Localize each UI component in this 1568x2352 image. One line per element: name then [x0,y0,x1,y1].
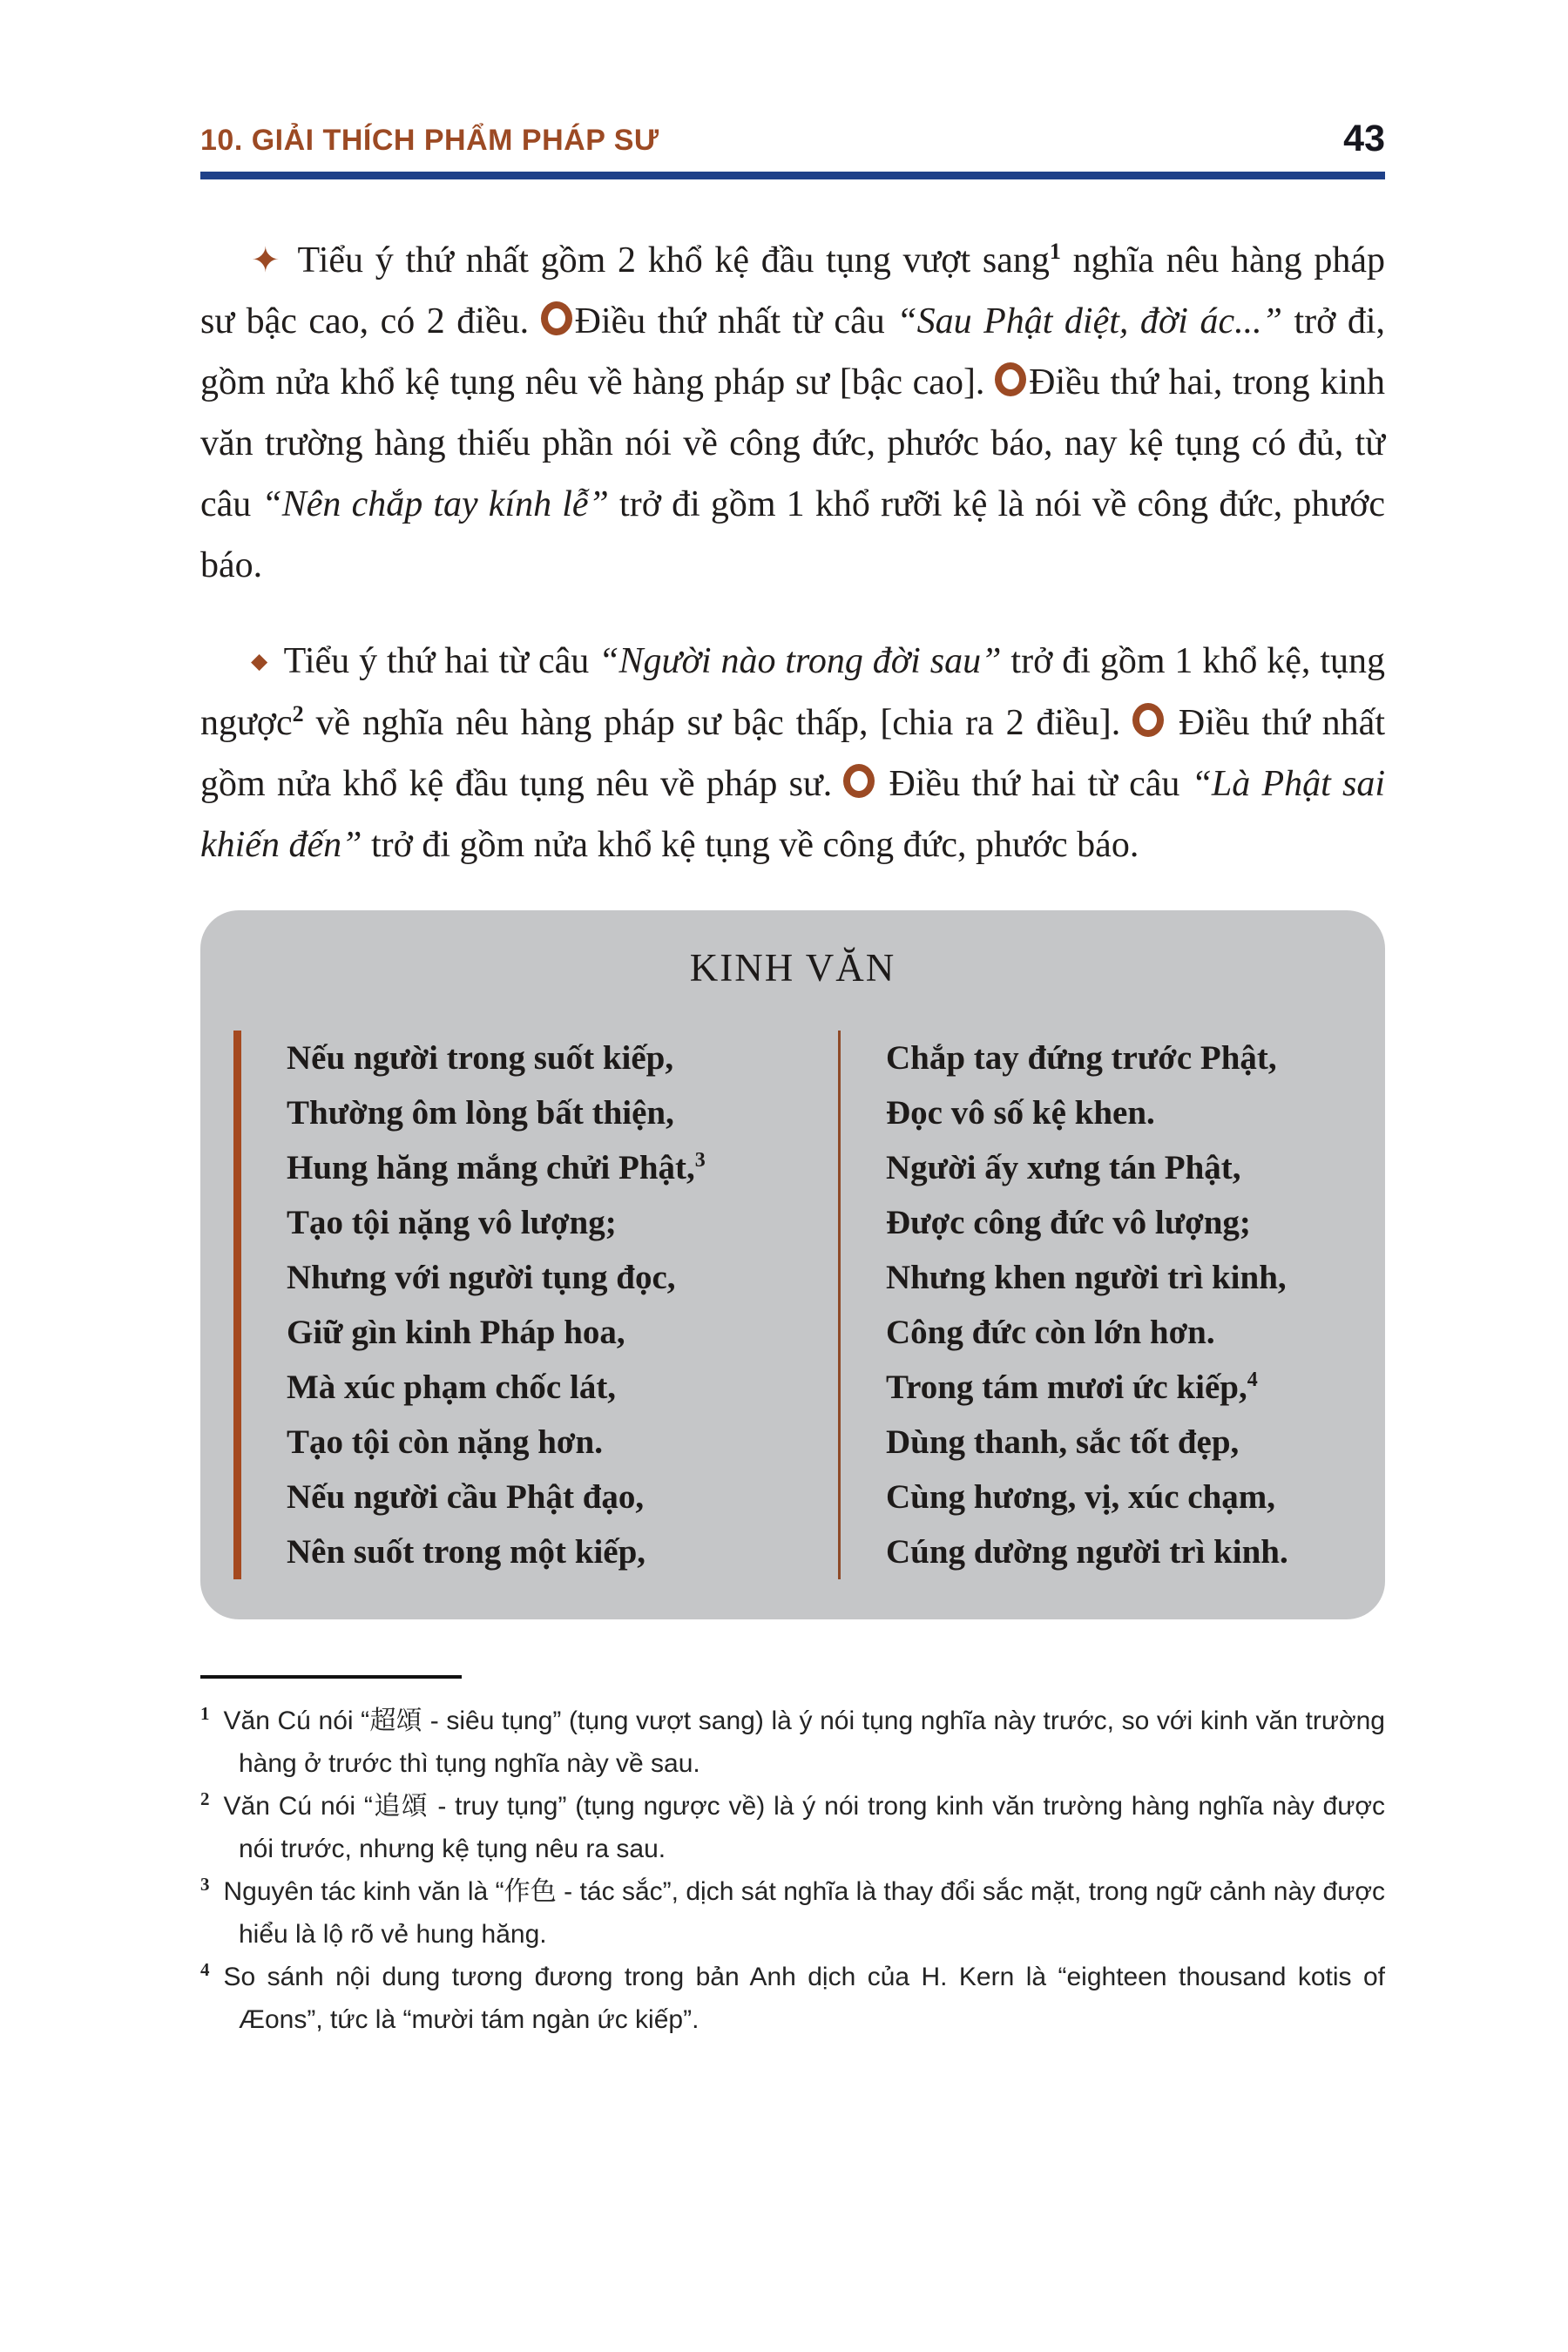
verse-columns [200,1031,1385,1579]
footnote-ref: 2 [292,701,304,727]
footnote-ref: 4 [1247,1369,1258,1391]
text-run: Điều thứ hai, trong kinh văn trường hàng thiếu phần nói về công đức, phước báo, nay kệ tụng có đủ, từ câu [200,362,1385,524]
verse-line [886,1195,1352,1250]
body-paragraphs [200,230,1385,875]
footnote-text: Văn Cú nói “追頌 - truy tụng” (tụng ngược về) là ý nói trong kinh văn trường hàng nghĩa này được nói trước, nhưng kệ tụng nêu ra sau. [223,1792,1385,1863]
verse-line [886,1140,1352,1195]
verse-line [287,1524,838,1579]
star-bullet-icon: ✦ [251,240,280,280]
text-run: Điều thứ nhất gồm nửa khổ kệ đầu tụng nêu về pháp sư. [200,703,1385,804]
verse-line [886,1085,1352,1140]
footnote-text: So sánh nội dung tương đương trong bản Anh dịch của H. Kern là “eighteen thousand kotis of Æons”, tức là “mười tám ngàn ức kiếp”. [223,1963,1385,2034]
verse-text: Chắp tay đứng trước Phật, [886,1039,1277,1077]
verse-line [886,1305,1352,1360]
verse-line [886,1031,1352,1085]
verse-text: Nhưng khen người trì kinh, [886,1259,1287,1296]
footnote [200,1956,1385,2041]
text-run: trở đi, gồm nửa khổ kệ tụng nêu về hàng pháp sư [bậc cao]. [200,301,1385,402]
footnote-number: 4 [200,1959,210,1980]
verse-line [287,1250,838,1305]
footnote [200,1700,1385,1785]
circle-bullet-icon [1132,703,1164,737]
verse-text: Cùng hương, vị, xúc chạm, [886,1478,1275,1516]
verse-text: Nếu người trong suốt kiếp, [287,1039,674,1077]
verse-line [287,1140,838,1195]
header-rule [200,172,1385,179]
verse-text: Nếu người cầu Phật đạo, [287,1478,645,1516]
verse-text: Trong tám mươi ức kiếp, [886,1369,1247,1406]
verse-text: Dùng thanh, sắc tốt đẹp, [886,1423,1240,1461]
text-run: trở đi gồm 1 khổ rưỡi kệ là nói về công đức, phước báo. [200,484,1385,585]
verse-line [287,1031,838,1085]
text-run: Điều thứ hai từ câu [877,764,1192,804]
text-run: trở đi gồm nửa khổ kệ tụng về công đức, phước báo. [362,825,1139,865]
page-content [200,0,1385,2041]
verse-line [886,1470,1352,1524]
circle-bullet-icon [541,301,572,335]
verse-line [886,1250,1352,1305]
verse-text: Tạo tội còn nặng hơn. [287,1423,603,1461]
footnote [200,1785,1385,1870]
text-run: Tiểu ý thứ hai từ câu [283,641,599,681]
text-run: “Nên chắp tay kính lễ” [261,484,609,524]
diamond-bullet-icon: ◆ [251,650,268,673]
paragraph [200,631,1385,875]
kinh-van-box [200,910,1385,1619]
verse-text: Được công đức vô lượng; [886,1204,1251,1241]
footnote-text: Nguyên tác kinh văn là “作色 - tác sắc”, dịch sát nghĩa là thay đổi sắc mặt, trong ngữ cảnh này được hiểu là lộ rõ vẻ hung hăng. [223,1877,1385,1949]
footnotes [200,1700,1385,2041]
footnote-number: 3 [200,1874,210,1895]
text-run: Điều thứ nhất từ câu [574,301,897,341]
verse-line [287,1305,838,1360]
footnote-number: 1 [200,1703,210,1724]
verse-text: Cúng dường người trì kinh. [886,1533,1288,1571]
verse-line [886,1524,1352,1579]
verse-column-right [838,1031,1352,1579]
verse-text: Giữ gìn kinh Pháp hoa, [287,1314,625,1351]
verse-text: Người ấy xưng tán Phật, [886,1149,1241,1186]
text-run: Tiểu ý thứ nhất gồm 2 khổ kệ đầu tụng vượt sang [297,240,1050,280]
paragraph [200,230,1385,596]
verse-line [287,1415,838,1470]
verse-line [886,1360,1352,1415]
text-run: “Là Phật sai khiến đến” [200,764,1385,865]
footnote-text: Văn Cú nói “超頌 - siêu tụng” (tụng vượt sang) là ý nói tụng nghĩa này trước, so với kinh văn trường hàng ở trước thì tụng nghĩa này về sau. [223,1707,1385,1778]
footnote [200,1870,1385,1956]
verse-text: Nhưng với người tụng đọc, [287,1259,676,1296]
page-number: 43 [1343,118,1385,159]
text-run: “Người nào trong đời sau” [598,641,1002,681]
verse-text: Mà xúc phạm chốc lát, [287,1369,617,1406]
text-run: về nghĩa nêu hàng pháp sư bậc thấp, [chia ra 2 điều]. [303,703,1133,743]
verse-line [287,1360,838,1415]
footnote-separator [200,1675,462,1679]
verse-line [287,1470,838,1524]
circle-bullet-icon [843,764,875,798]
chapter-title: 10. GIẢI THÍCH PHẨM PHÁP SƯ [200,124,659,157]
verse-line [886,1415,1352,1470]
footnote-ref: 3 [694,1149,706,1172]
verse-text: Công đức còn lớn hơn. [886,1314,1215,1351]
kinh-van-title: KINH VĂN [689,946,896,990]
text-run: “Sau Phật diệt, đời ác...” [896,301,1282,341]
footnote-number: 2 [200,1788,210,1809]
text-run: trở đi gồm 1 khổ kệ, tụng ngược [200,641,1386,743]
verse-column-left [233,1031,838,1579]
page-header [200,120,1385,158]
verse-text: Tạo tội nặng vô lượng; [287,1204,617,1241]
verse-text: Thường ôm lòng bất thiện, [287,1094,674,1132]
circle-bullet-icon [995,362,1026,396]
verse-text: Nên suốt trong một kiếp, [287,1533,646,1571]
text-run: nghĩa nêu hàng pháp sư bậc cao, có 2 điều. [200,240,1385,341]
verse-text: Hung hăng mắng chửi Phật, [287,1149,695,1186]
verse-text: Đọc vô số kệ khen. [886,1094,1155,1132]
verse-line [287,1195,838,1250]
verse-line [287,1085,838,1140]
footnote-ref: 1 [1049,239,1061,264]
